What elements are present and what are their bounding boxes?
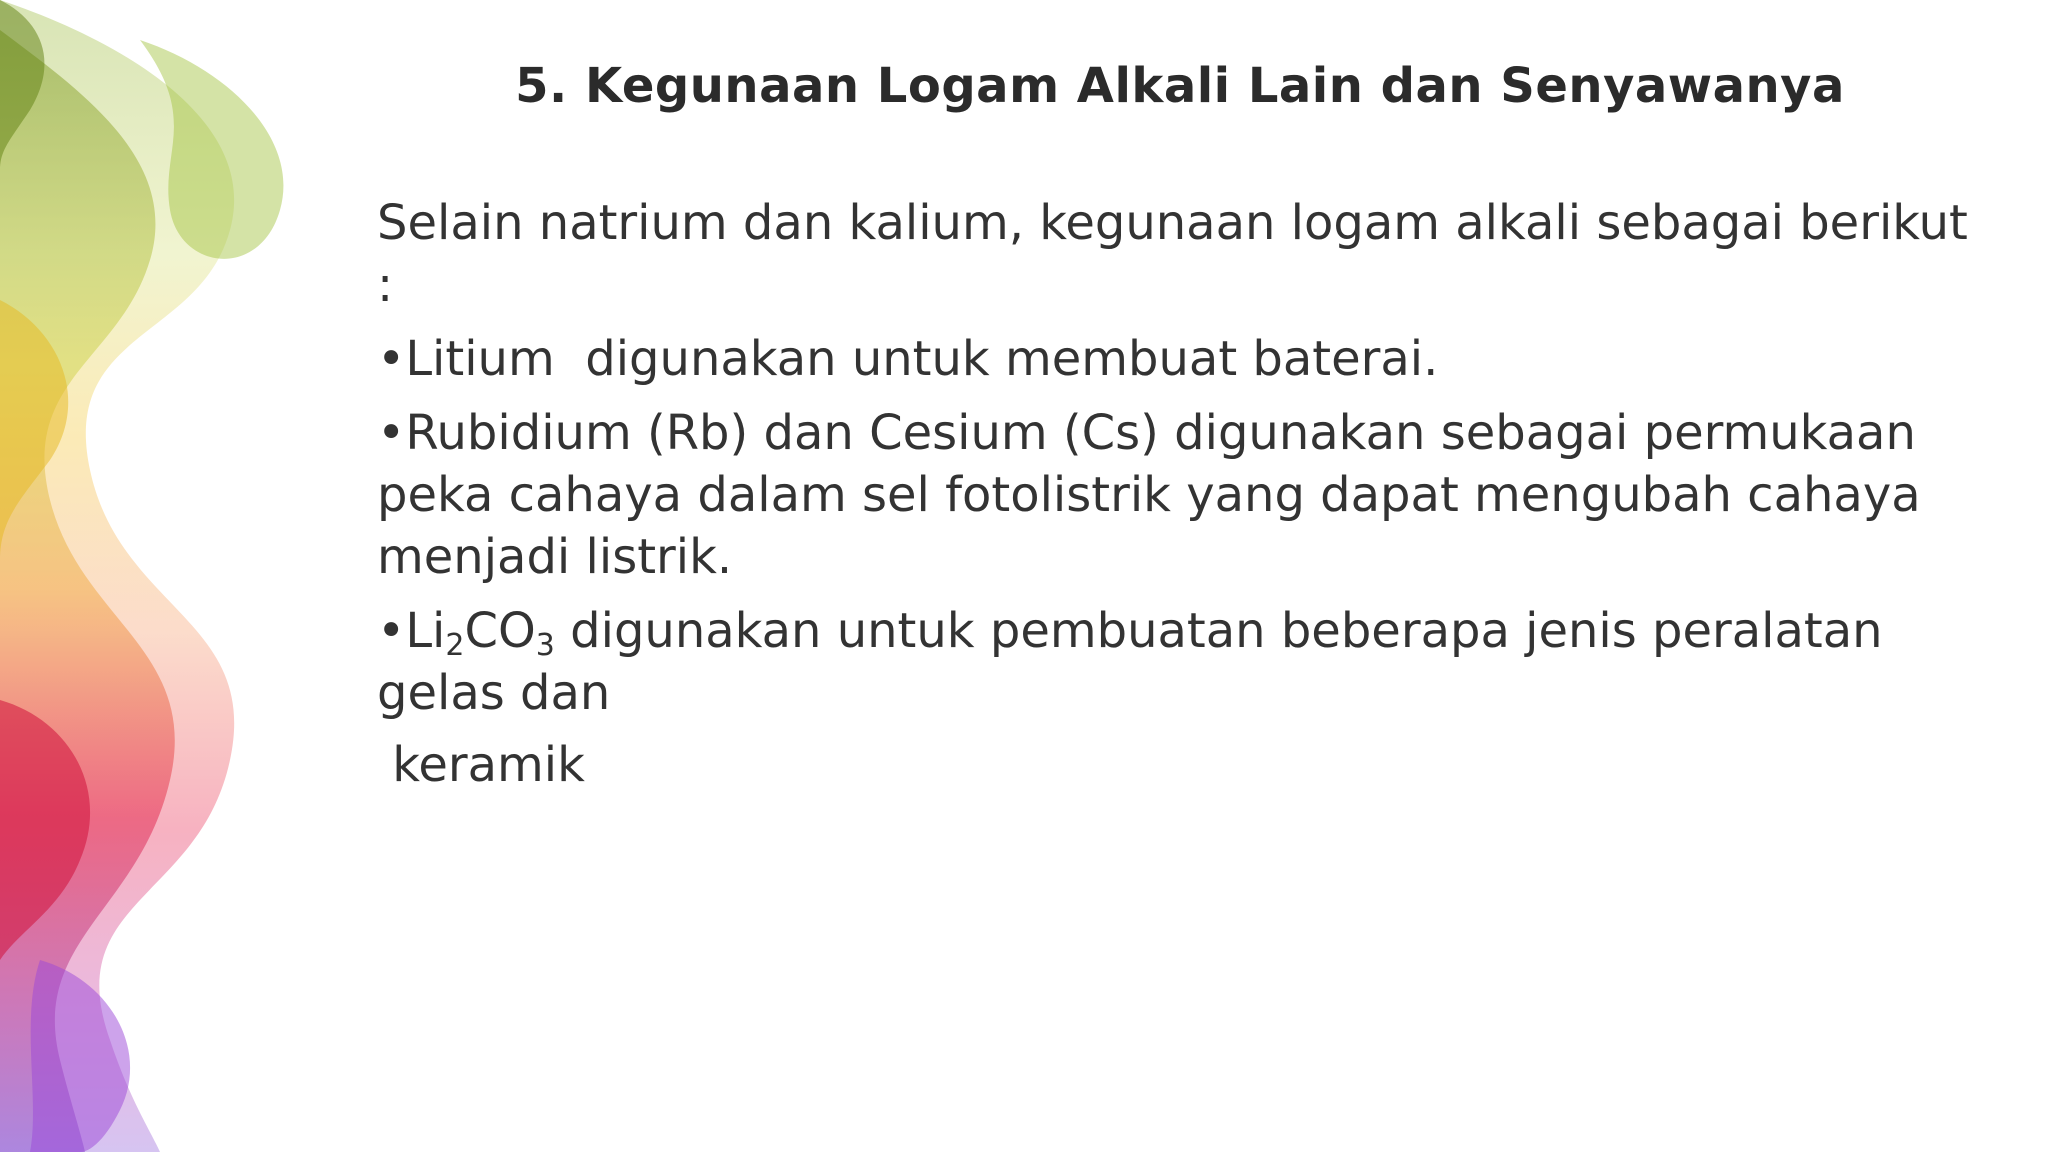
formula-mid: CO <box>464 603 536 659</box>
bullet-lithium-carbonate <box>377 600 1977 724</box>
continuation-text: keramik <box>377 737 585 793</box>
slide-body <box>377 192 1984 808</box>
bullet-lithium: •Litium digunakan untuk membuat baterai. <box>377 331 1439 387</box>
intro-text: Selain natrium dan kalium, kegunaan logam alkali sebagai berikut : <box>377 195 1984 313</box>
formula-subscript-2: 2 <box>445 628 465 663</box>
formula-prefix: •Li <box>377 603 446 659</box>
bullet-rubidium-cesium: •Rubidium (Rb) dan Cesium (Cs) digunakan sebagai permukaan peka cahaya dalam sel fotolistrik yang dapat mengubah cahaya menjadi listrik. <box>377 405 1936 585</box>
bullet-lithium-carbonate-text: digunakan untuk pembuatan beberapa jenis peralatan gelas dan <box>377 603 1898 721</box>
rainbow-smoke-decoration <box>0 0 340 1152</box>
slide-title: 5. Kegunaan Logam Alkali Lain dan Senyawanya <box>515 58 1845 114</box>
formula-subscript-3: 3 <box>535 628 555 663</box>
